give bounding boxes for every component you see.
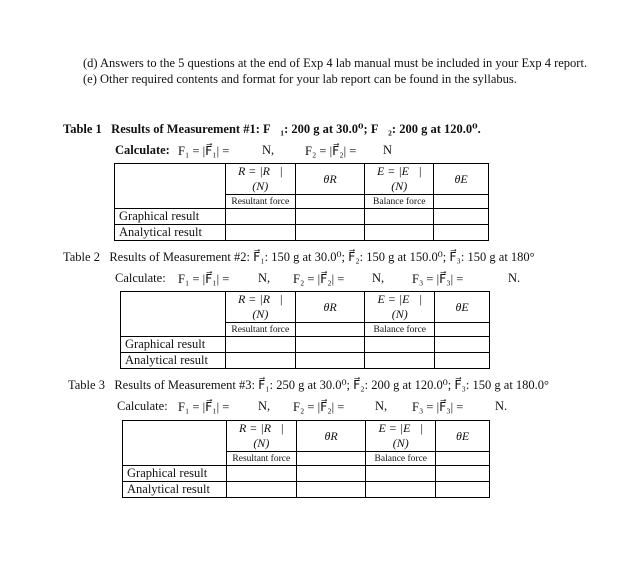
table1-calc-f2: F₂ = |F⃗₂| = xyxy=(305,144,357,158)
input-cell[interactable] xyxy=(436,482,490,498)
header-theta-e: θE xyxy=(434,164,489,195)
input-cell[interactable] xyxy=(296,466,366,482)
table1-label: Table 1 xyxy=(63,122,102,136)
input-cell[interactable] xyxy=(365,209,434,225)
input-cell[interactable] xyxy=(295,209,365,225)
table-cell-empty xyxy=(121,292,226,337)
table3-grid xyxy=(122,420,490,498)
input-cell[interactable] xyxy=(434,225,489,241)
table-cell-empty xyxy=(295,195,365,209)
table-row xyxy=(115,225,489,241)
input-cell[interactable] xyxy=(365,353,435,369)
table-cell-empty xyxy=(436,452,490,466)
input-cell[interactable] xyxy=(295,337,365,353)
table2-calc-f3: F₃ = |F⃗₃| = xyxy=(412,272,464,286)
input-cell[interactable] xyxy=(366,482,436,498)
table2-calc-f1: F₁ = |F⃗₁| = xyxy=(178,272,230,286)
input-cell[interactable] xyxy=(225,209,295,225)
note-e: (e) Other required contents and format for your lab report can be found in the syllabus. xyxy=(83,72,517,86)
sub-balance: Balance force xyxy=(365,323,435,337)
table-cell-empty xyxy=(123,421,227,466)
input-cell[interactable] xyxy=(434,209,489,225)
table2-caption xyxy=(63,249,535,265)
row-analytical: Analytical result xyxy=(123,482,227,498)
table3-title: Results of Measurement #3: F⃗₁: 250 g at 30.0⁰; F⃗₂: 200 g at 120.0⁰; F⃗₃: 150 g at 180.0° xyxy=(114,378,550,392)
input-cell[interactable] xyxy=(225,225,295,241)
input-cell[interactable] xyxy=(366,466,436,482)
row-analytical: Analytical result xyxy=(115,225,226,241)
table3-calc-n3: N. xyxy=(495,399,508,413)
input-cell[interactable] xyxy=(226,466,296,482)
row-graphical: Graphical result xyxy=(115,209,226,225)
table1-calc-label: Calculate: xyxy=(115,143,170,157)
table3-calc-f2: F₂ = |F⃗₂| = xyxy=(293,400,345,414)
input-cell[interactable] xyxy=(365,225,434,241)
table-row xyxy=(121,353,490,369)
header-resultant: R = |R⃗| (N) xyxy=(226,421,296,452)
header-balance: E = |E⃗| (N) xyxy=(365,164,434,195)
table1-calc-n2: N xyxy=(383,143,393,157)
sub-resultant: Resultant force xyxy=(225,323,295,337)
sub-balance: Balance force xyxy=(366,452,436,466)
input-cell[interactable] xyxy=(436,466,490,482)
table2-title: Results of Measurement #2: F⃗₁: 150 g at 30.0⁰; F⃗₂: 150 g at 150.0⁰; F⃗₃: 150 g at 180° xyxy=(109,250,535,264)
sub-resultant: Resultant force xyxy=(226,452,296,466)
table-cell-empty xyxy=(295,323,365,337)
table-row xyxy=(123,482,490,498)
header-balance: E = |E⃗| (N) xyxy=(366,421,436,452)
header-resultant: R = |R⃗| (N) xyxy=(225,292,295,323)
table2-calc-n1: N, xyxy=(258,271,271,285)
header-theta-r: θR xyxy=(295,164,365,195)
input-cell[interactable] xyxy=(295,225,365,241)
header-balance: E = |E⃗| (N) xyxy=(365,292,435,323)
table3-calc-f3: F₃ = |F⃗₃| = xyxy=(412,400,464,414)
table-cell-empty xyxy=(434,195,489,209)
header-theta-e: θE xyxy=(436,421,490,452)
table3-caption xyxy=(68,377,549,393)
input-cell[interactable] xyxy=(435,353,490,369)
header-theta-r: θR xyxy=(296,421,366,452)
header-resultant: R = |R⃗| (N) xyxy=(225,164,295,195)
table-row xyxy=(121,292,490,323)
input-cell[interactable] xyxy=(225,337,295,353)
sub-balance: Balance force xyxy=(365,195,434,209)
table3-label: Table 3 xyxy=(68,378,105,392)
input-cell[interactable] xyxy=(295,353,365,369)
note-d: (d) Answers to the 5 questions at the end of Exp 4 lab manual must be included in your Exp 4 report. xyxy=(83,56,588,70)
header-theta-e: θE xyxy=(435,292,490,323)
row-analytical: Analytical result xyxy=(121,353,226,369)
table-row xyxy=(115,164,489,195)
table-cell-empty xyxy=(435,323,490,337)
table2-grid xyxy=(120,291,490,369)
row-graphical: Graphical result xyxy=(123,466,227,482)
header-theta-r: θR xyxy=(295,292,365,323)
table-cell-empty xyxy=(115,164,226,209)
table1-calc-f1: F₁ = |F⃗₁| = xyxy=(178,144,230,158)
table-cell-empty xyxy=(296,452,366,466)
input-cell[interactable] xyxy=(226,482,296,498)
table-row xyxy=(121,337,490,353)
table1-calc-n1: N, xyxy=(262,143,275,157)
input-cell[interactable] xyxy=(225,353,295,369)
input-cell[interactable] xyxy=(435,337,490,353)
table2-calc-n3: N. xyxy=(508,271,521,285)
table2-calc-f2: F₂ = |F⃗₂| = xyxy=(293,272,345,286)
table3-calc-n1: N, xyxy=(258,399,271,413)
table-row xyxy=(123,421,490,452)
table-row xyxy=(123,466,490,482)
table2-label: Table 2 xyxy=(63,250,100,264)
sub-resultant: Resultant force xyxy=(225,195,295,209)
table2-calc-n2: N, xyxy=(372,271,385,285)
table1-grid xyxy=(114,163,489,241)
table2-calc-label: Calculate: xyxy=(115,271,166,285)
table3-calc-label: Calculate: xyxy=(117,399,168,413)
table-row xyxy=(115,209,489,225)
input-cell[interactable] xyxy=(365,337,435,353)
table3-calc-n2: N, xyxy=(375,399,388,413)
table1-caption xyxy=(63,121,481,137)
table1-title: Results of Measurement #1: F⃗₁: 200 g at 30.0⁰; F⃗₂: 200 g at 120.0⁰. xyxy=(111,122,481,136)
row-graphical: Graphical result xyxy=(121,337,226,353)
table3-calc-f1: F₁ = |F⃗₁| = xyxy=(178,400,230,414)
input-cell[interactable] xyxy=(296,482,366,498)
